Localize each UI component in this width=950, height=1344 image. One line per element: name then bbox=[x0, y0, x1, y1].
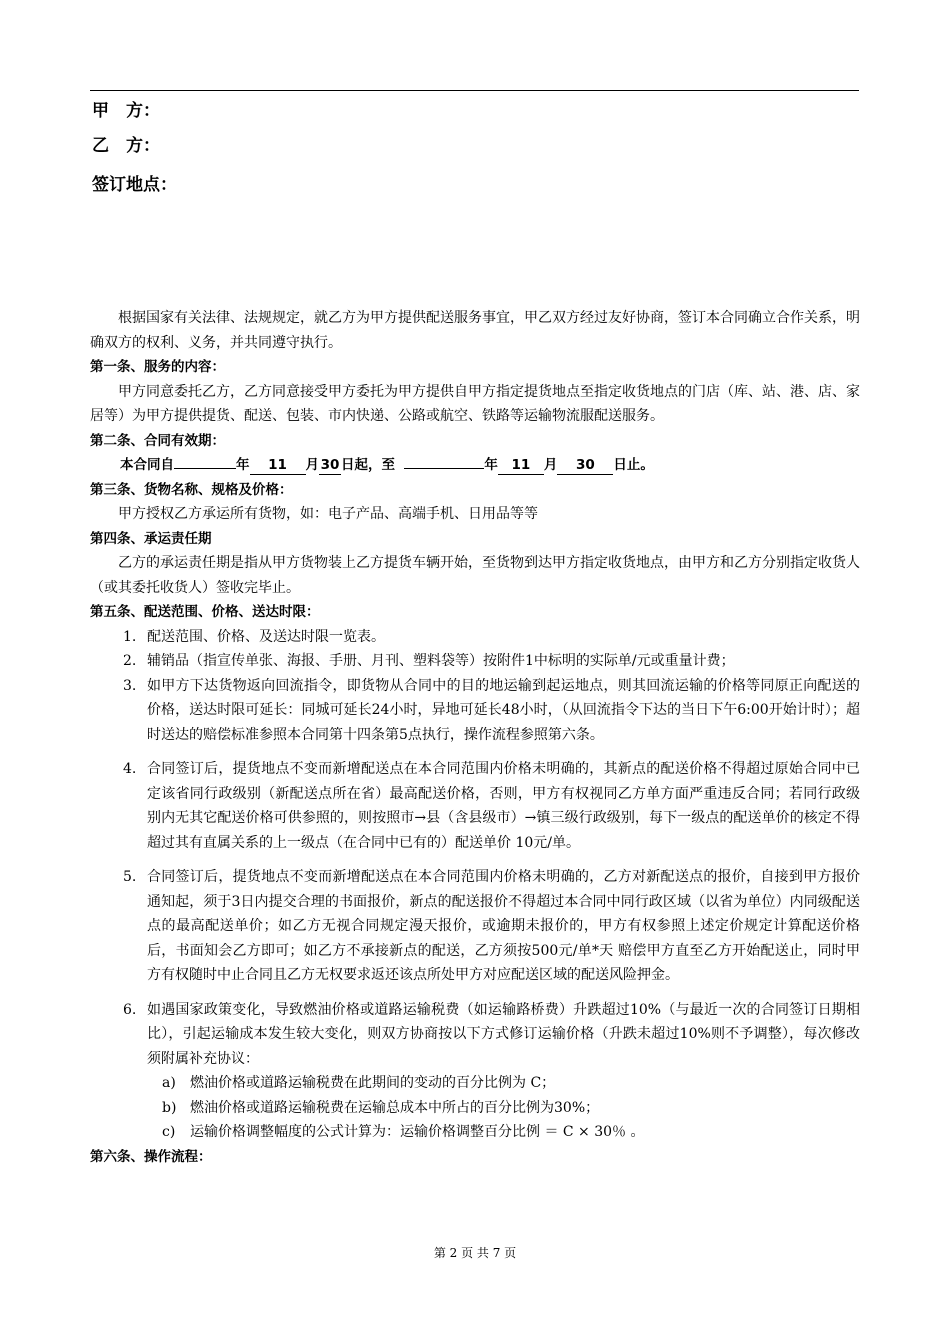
sign-place-label: 签订地点： bbox=[92, 175, 177, 195]
item-text: 如遇国家政策变化，导致燃油价格或道路运输税费（如运输路桥费）升跌超过10%（与最近一次的合同签订日期相比），引起运输成本发生较大变化，则双方协商按以下方式修订运输价格（升跌未超过10%则不予调整），每次修改须附属补充协议： bbox=[147, 1001, 860, 1067]
item-number: 1. bbox=[123, 628, 137, 645]
list-item bbox=[90, 674, 860, 748]
year-label: 年 bbox=[236, 457, 250, 473]
item-number: 2. bbox=[123, 653, 137, 669]
start-month-value: 11 bbox=[250, 456, 306, 475]
article-6-title: 第六条、操作流程： bbox=[90, 1148, 212, 1165]
sub-item-letter: a) bbox=[162, 1075, 176, 1091]
header-rule bbox=[90, 90, 859, 91]
item-number: 5. bbox=[123, 869, 137, 885]
party-b-label: 乙 方： bbox=[92, 136, 160, 156]
item-number: 3. bbox=[123, 677, 137, 694]
page-footer: 第 2 页 共 7 页 bbox=[433, 1246, 517, 1260]
end-year-blank bbox=[404, 468, 484, 469]
article-3-title: 第三条、货物名称、规格及价格： bbox=[90, 481, 293, 498]
month-label: 月 bbox=[305, 457, 319, 473]
item-text: 辅销品（指宣传单张、海报、手册、月刊、塑料袋等）按附件1中标明的实际单/元或重量计费； bbox=[147, 653, 735, 669]
list-item bbox=[90, 998, 860, 1145]
end-month-value: 11 bbox=[498, 456, 544, 475]
year-label-2: 年 bbox=[484, 457, 498, 473]
article-5-title: 第五条、配送范围、价格、送达时限： bbox=[90, 604, 320, 620]
validity-prefix: 本合同自 bbox=[120, 457, 174, 473]
sub-item-text: 运输价格调整幅度的公式计算为：运输价格调整百分比例 ＝ C × 30％ 。 bbox=[190, 1124, 645, 1140]
item-number: 4. bbox=[123, 761, 137, 777]
article-3-text: 甲方授权乙方承运所有货物，如：电子产品、高端手机、日用品等等 bbox=[118, 506, 538, 522]
month-label-2: 月 bbox=[543, 457, 558, 473]
sub-item-text: 燃油价格或道路运输税费在此期间的变动的百分比例为 C； bbox=[190, 1075, 556, 1091]
item-text: 配送范围、价格、及送达时限一览表。 bbox=[147, 628, 385, 645]
validity-end: 日止。 bbox=[613, 457, 654, 473]
article-5-sublist bbox=[147, 1071, 860, 1145]
party-a-label: 甲 方： bbox=[92, 101, 160, 121]
article-4-text: 乙方的承运责任期是指从甲方货物装上乙方提货车辆开始，至货物到达甲方指定收货地点，由甲方和乙方分别指定收货人（或其委托收货人）签收完毕止。 bbox=[90, 555, 860, 596]
sub-list-item bbox=[90, 1120, 860, 1145]
sub-item-letter: c) bbox=[162, 1124, 176, 1140]
article-5-list bbox=[90, 625, 860, 1145]
contract-body bbox=[90, 306, 860, 1169]
list-item bbox=[90, 649, 860, 674]
list-item bbox=[90, 757, 860, 855]
item-text: 如甲方下达货物返向回流指令，即货物从合同中的目的地运输到起运地点，则其回流运输的价格等同原正向配送的价格，送达时限可延长：同城可延长24小时，异地可延长48小时，（从回流指令下达的当日下午6:00开始计时）；超时送达的赔偿标准参照本合同第十四条第5点执行，操作流程参照第六条。 bbox=[147, 677, 860, 743]
start-day-value: 30 bbox=[320, 457, 340, 473]
end-day-value: 30 bbox=[557, 456, 613, 475]
list-item bbox=[90, 865, 860, 988]
sub-list-item bbox=[90, 1071, 860, 1096]
start-year-blank bbox=[174, 468, 236, 469]
item-number: 6. bbox=[123, 1001, 137, 1018]
list-item bbox=[90, 625, 860, 650]
validity-mid: 日起，至 bbox=[341, 457, 395, 473]
sub-item-text: 燃油价格或道路运输税费在运输总成本中所占的百分比例为30%； bbox=[190, 1099, 600, 1116]
article-1-title: 第一条、服务的内容： bbox=[90, 359, 225, 375]
sub-item-letter: b) bbox=[162, 1099, 177, 1116]
article-2-title: 第二条、合同有效期： bbox=[90, 432, 225, 449]
intro-paragraph: 根据国家有关法律、法规规定，就乙方为甲方提供配送服务事宜，甲乙双方经过友好协商，签订本合同确立合作关系，明确双方的权利、义务，并共同遵守执行。 bbox=[90, 310, 860, 351]
item-text: 合同签订后，提货地点不变而新增配送点在本合同范围内价格未明确的，乙方对新配送点的报价，自接到甲方报价通知起，须于3日内提交合理的书面报价，新点的配送报价不得超过本合同中同行政区域（以省为单位）内同级配送点的最高配送单价；如乙方无视合同规定漫天报价，或逾期未报价的，甲方有权参照上述定价规定计算配送价格后，书面知会乙方即可；如乙方不承接新点的配送，乙方须按500元/单*天 赔偿甲方直至乙方开始配送止，同时甲方有权随时中止合同且乙方无权要求返还该点所处甲方对应配送区域的配送风险押金。 bbox=[147, 869, 860, 983]
validity-period-line bbox=[120, 453, 860, 478]
article-4-title: 第四条、承运责任期 bbox=[90, 530, 212, 547]
item-text: 合同签订后，提货地点不变而新增配送点在本合同范围内价格未明确的，其新点的配送价格不得超过原始合同中已定该省同行政级别（新配送点所在省）最高配送价格，否则，甲方有权视同乙方单方面严重违反合同；若同行政级别内无其它配送价格可供参照的，则按照市→县（含县级市）→镇三级行政级别，每下一级点的配送单价的核定不得超过其有直属关系的上一级点（在合同中已有的）配送单价 10元/单。 bbox=[147, 761, 860, 851]
article-1-text: 甲方同意委托乙方，乙方同意接受甲方委托为甲方提供自甲方指定提货地点至指定收货地点的门店（库、站、港、店、家居等）为甲方提供提货、配送、包装、市内快递、公路或航空、铁路等运输物流服配送服务。 bbox=[90, 383, 860, 424]
sub-list-item bbox=[90, 1096, 860, 1121]
